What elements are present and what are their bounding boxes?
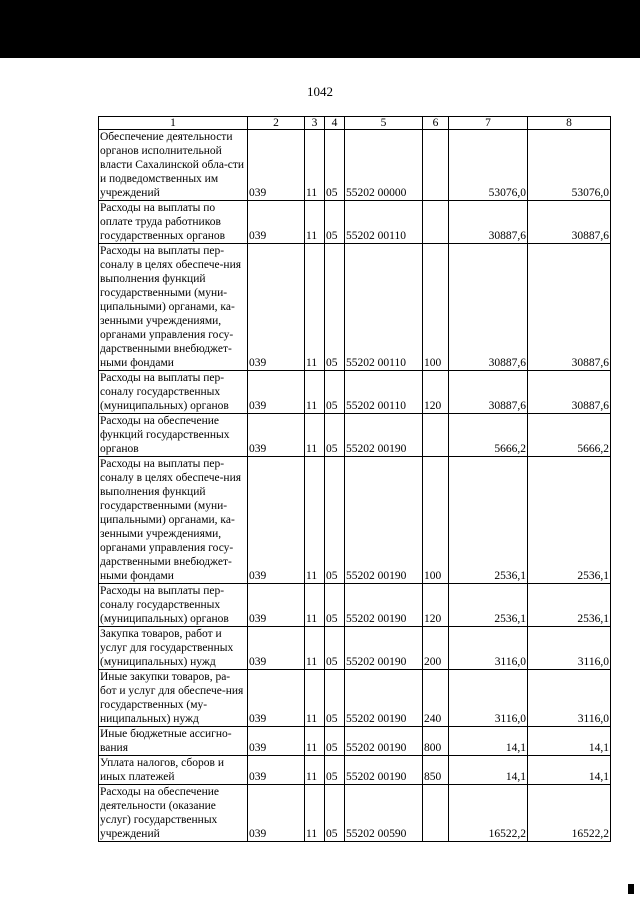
column-header: 5 <box>345 117 423 130</box>
amount-cell: 3116,0 <box>528 627 611 670</box>
table-row <box>99 201 611 244</box>
column-header: 8 <box>528 117 611 130</box>
code-cell: 039 <box>248 756 305 785</box>
subsection-cell: 05 <box>325 457 345 584</box>
subsection-cell: 05 <box>325 371 345 414</box>
row-name-cell: Иные бюджетные ассигно-вания <box>99 727 248 756</box>
row-name-cell: Закупка товаров, работ и услуг для государственных (муниципальных) нужд <box>99 627 248 670</box>
amount-cell: 3116,0 <box>449 670 528 727</box>
code-cell: 039 <box>248 627 305 670</box>
expense-type-cell: 120 <box>423 584 449 627</box>
subsection-cell: 05 <box>325 727 345 756</box>
section-cell: 11 <box>305 371 325 414</box>
subsection-cell: 05 <box>325 201 345 244</box>
target-article-cell: 55202 00190 <box>345 727 423 756</box>
amount-cell: 14,1 <box>449 756 528 785</box>
row-name-cell: Расходы на обеспечение функций государственных органов <box>99 414 248 457</box>
table-row <box>99 457 611 584</box>
subsection-cell: 05 <box>325 244 345 371</box>
subsection-cell: 05 <box>325 670 345 727</box>
section-cell: 11 <box>305 584 325 627</box>
target-article-cell: 55202 00110 <box>345 201 423 244</box>
amount-cell: 16522,2 <box>528 785 611 842</box>
table-row <box>99 627 611 670</box>
section-cell: 11 <box>305 670 325 727</box>
page-number: 1042 <box>307 84 333 99</box>
column-header: 4 <box>325 117 345 130</box>
code-cell: 039 <box>248 670 305 727</box>
target-article-cell: 55202 00000 <box>345 130 423 201</box>
table-row <box>99 130 611 201</box>
column-header: 2 <box>248 117 305 130</box>
column-header: 6 <box>423 117 449 130</box>
table-row <box>99 756 611 785</box>
amount-cell: 30887,6 <box>528 201 611 244</box>
amount-cell: 2536,1 <box>528 457 611 584</box>
expense-type-cell: 240 <box>423 670 449 727</box>
subsection-cell: 05 <box>325 584 345 627</box>
amount-cell: 5666,2 <box>449 414 528 457</box>
code-cell: 039 <box>248 130 305 201</box>
code-cell: 039 <box>248 414 305 457</box>
amount-cell: 2536,1 <box>449 584 528 627</box>
subsection-cell: 05 <box>325 414 345 457</box>
target-article-cell: 55202 00190 <box>345 756 423 785</box>
table-row <box>99 414 611 457</box>
amount-cell: 30887,6 <box>528 371 611 414</box>
table-row <box>99 727 611 756</box>
code-cell: 039 <box>248 785 305 842</box>
amount-cell: 30887,6 <box>449 244 528 371</box>
row-name-cell: Обеспечение деятельности органов исполнительной власти Сахалинской обла-сти и подведомственных им учреждений <box>99 130 248 201</box>
amount-cell: 14,1 <box>528 727 611 756</box>
expense-type-cell: 850 <box>423 756 449 785</box>
row-name-cell: Расходы на выплаты по оплате труда работников государственных органов <box>99 201 248 244</box>
expense-type-cell: 800 <box>423 727 449 756</box>
amount-cell: 30887,6 <box>449 201 528 244</box>
section-cell: 11 <box>305 457 325 584</box>
target-article-cell: 55202 00110 <box>345 244 423 371</box>
code-cell: 039 <box>248 244 305 371</box>
section-cell: 11 <box>305 130 325 201</box>
expense-type-cell: 100 <box>423 457 449 584</box>
section-cell: 11 <box>305 756 325 785</box>
column-header: 1 <box>99 117 248 130</box>
column-header: 3 <box>305 117 325 130</box>
table-header-row <box>99 117 611 130</box>
amount-cell: 3116,0 <box>528 670 611 727</box>
target-article-cell: 55202 00190 <box>345 457 423 584</box>
code-cell: 039 <box>248 201 305 244</box>
expense-type-cell <box>423 130 449 201</box>
table-row <box>99 244 611 371</box>
target-article-cell: 55202 00190 <box>345 414 423 457</box>
row-name-cell: Расходы на обеспечение деятельности (оказание услуг) государственных учреждений <box>99 785 248 842</box>
section-cell: 11 <box>305 627 325 670</box>
row-name-cell: Расходы на выплаты пер-соналу государственных (муниципальных) органов <box>99 371 248 414</box>
expense-type-cell <box>423 414 449 457</box>
amount-cell: 30887,6 <box>449 371 528 414</box>
section-cell: 11 <box>305 727 325 756</box>
table-row <box>99 785 611 842</box>
scan-corner-mark <box>628 884 634 894</box>
budget-table-body <box>99 117 611 842</box>
section-cell: 11 <box>305 201 325 244</box>
target-article-cell: 55202 00110 <box>345 371 423 414</box>
expense-type-cell: 100 <box>423 244 449 371</box>
row-name-cell: Расходы на выплаты пер-соналу в целях обеспече-ния выполнения функций государственными (муни-ципальными) органами, ка-зенными учреждениями, органами управления госу-дарственными внебюджет-ными фондами <box>99 457 248 584</box>
expense-type-cell <box>423 785 449 842</box>
subsection-cell: 05 <box>325 785 345 842</box>
column-header: 7 <box>449 117 528 130</box>
expense-type-cell: 200 <box>423 627 449 670</box>
section-cell: 11 <box>305 244 325 371</box>
amount-cell: 14,1 <box>528 756 611 785</box>
code-cell: 039 <box>248 727 305 756</box>
section-cell: 11 <box>305 414 325 457</box>
target-article-cell: 55202 00190 <box>345 670 423 727</box>
target-article-cell: 55202 00190 <box>345 584 423 627</box>
expense-type-cell: 120 <box>423 371 449 414</box>
row-name-cell: Расходы на выплаты пер-соналу государственных (муниципальных) органов <box>99 584 248 627</box>
table-row <box>99 584 611 627</box>
code-cell: 039 <box>248 371 305 414</box>
subsection-cell: 05 <box>325 627 345 670</box>
amount-cell: 53076,0 <box>528 130 611 201</box>
amount-cell: 30887,6 <box>528 244 611 371</box>
amount-cell: 16522,2 <box>449 785 528 842</box>
budget-table <box>98 116 611 842</box>
amount-cell: 2536,1 <box>528 584 611 627</box>
amount-cell: 14,1 <box>449 727 528 756</box>
row-name-cell: Иные закупки товаров, ра-бот и услуг для обеспече-ния государственных (му-ниципальных) нужд <box>99 670 248 727</box>
code-cell: 039 <box>248 457 305 584</box>
section-cell: 11 <box>305 785 325 842</box>
table-row <box>99 670 611 727</box>
subsection-cell: 05 <box>325 130 345 201</box>
table-row <box>99 371 611 414</box>
row-name-cell: Уплата налогов, сборов и иных платежей <box>99 756 248 785</box>
target-article-cell: 55202 00190 <box>345 627 423 670</box>
code-cell: 039 <box>248 584 305 627</box>
amount-cell: 2536,1 <box>449 457 528 584</box>
subsection-cell: 05 <box>325 756 345 785</box>
scan-top-border <box>0 0 640 58</box>
expense-type-cell <box>423 201 449 244</box>
amount-cell: 3116,0 <box>449 627 528 670</box>
row-name-cell: Расходы на выплаты пер-соналу в целях обеспече-ния выполнения функций государственными (муни-ципальными) органами, ка-зенными учреждениями, органами управления госу-дарственными внебюджет-ными фондами <box>99 244 248 371</box>
amount-cell: 53076,0 <box>449 130 528 201</box>
amount-cell: 5666,2 <box>528 414 611 457</box>
target-article-cell: 55202 00590 <box>345 785 423 842</box>
